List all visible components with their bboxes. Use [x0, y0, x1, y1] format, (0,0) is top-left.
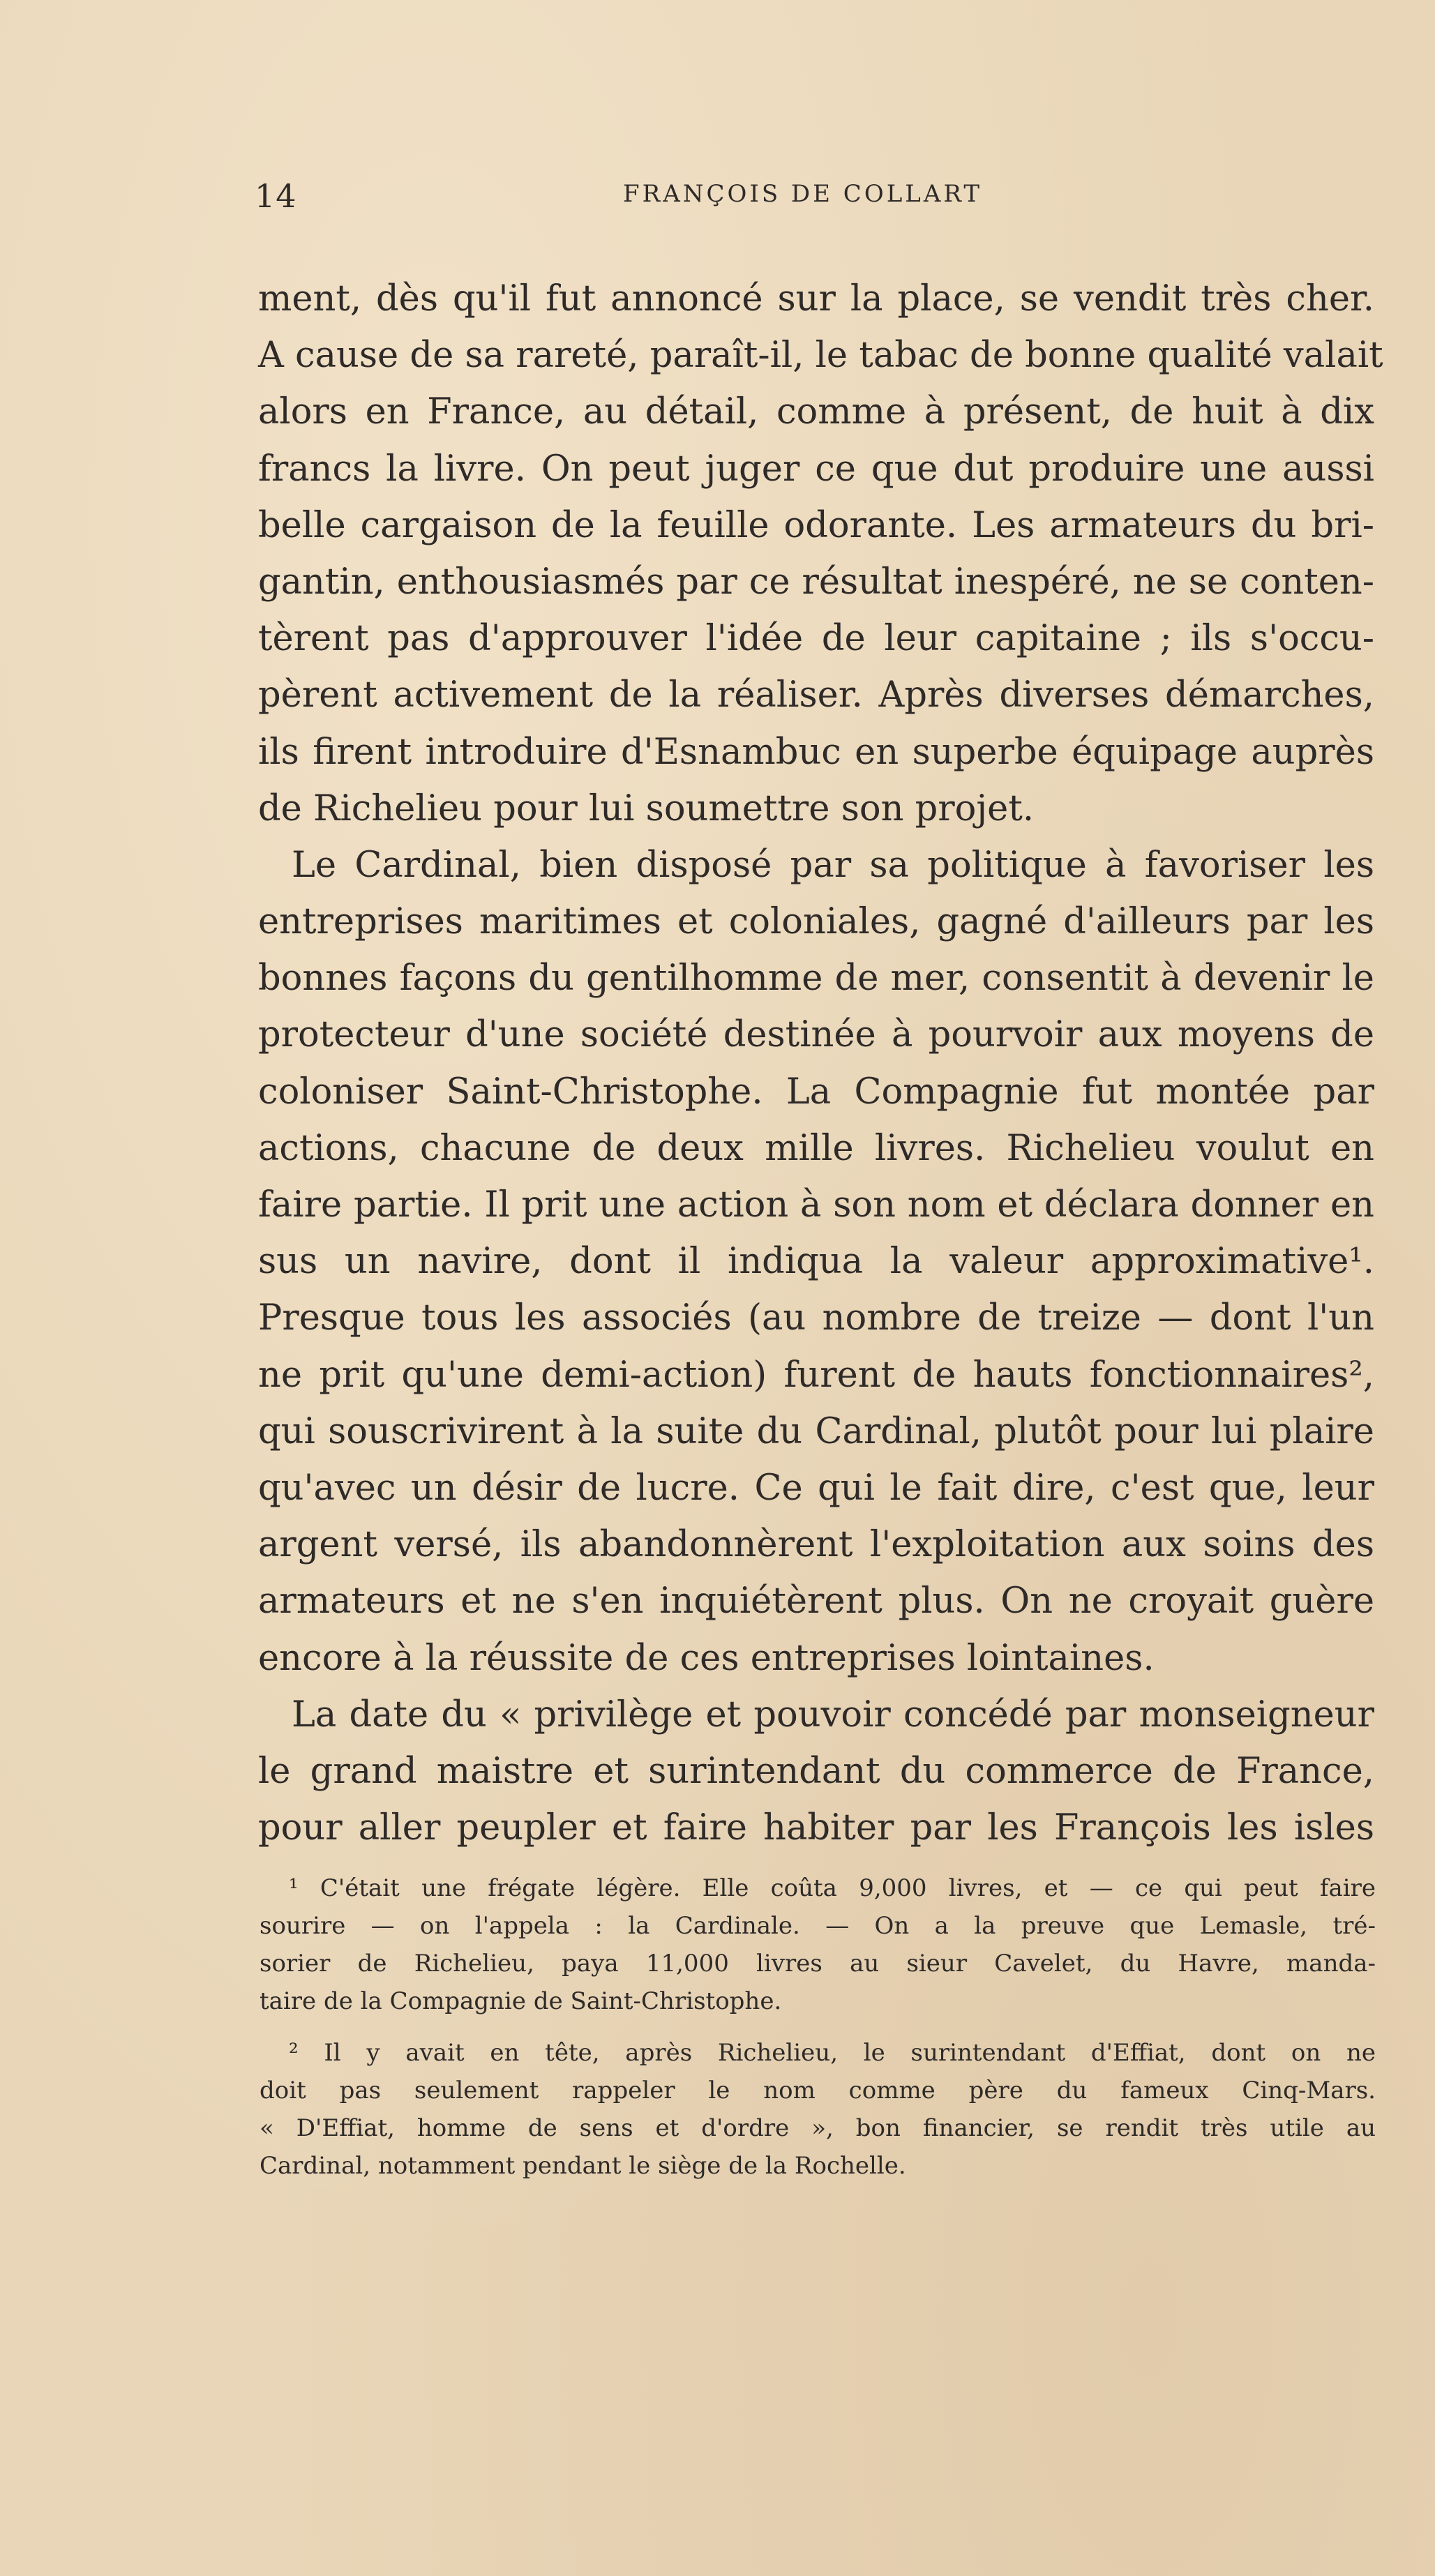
body-line: A cause de sa rareté, paraît-il, le tabac de bonne qualité valait [258, 335, 1383, 377]
footnote-line: ² Il y avait en tête, après Richelieu, le surintendant d'Effiat, dont on ne [289, 2039, 1376, 2067]
body-line: ment, dès qu'il fut annoncé sur la place, se vendit très cher. [258, 278, 1374, 319]
body-line: protecteur d'une société destinée à pourvoir aux moyens de [258, 1014, 1374, 1056]
body-line: ils firent introduire d'Esnambuc en superbe équipage auprès [258, 731, 1374, 773]
body-line: argent versé, ils abandonnèrent l'exploitation aux soins des [258, 1524, 1374, 1566]
body-line: francs la livre. On peut juger ce que dut produire une aussi [258, 448, 1374, 490]
footnote-gap [260, 2020, 1376, 2034]
body-line: pour aller peupler et faire habiter par les François les isles [258, 1807, 1374, 1849]
body-line: belle cargaison de la feuille odorante. Les armateurs du bri- [258, 504, 1374, 546]
footnote-line: doit pas seulement rappeler le nom comme père du fameux Cinq-Mars. [260, 2077, 1376, 2104]
body-text [258, 271, 1383, 1856]
page-header [255, 177, 1371, 226]
body-line: qui souscrivirent à la suite du Cardinal, plutôt pour lui plaire [258, 1410, 1374, 1452]
body-line: pèrent activement de la réaliser. Après diverses démarches, [258, 675, 1374, 716]
body-line: gantin, enthousiasmés par ce résultat inespéré, ne se conten- [258, 561, 1374, 603]
footnote-line: sorier de Richelieu, paya 11,000 livres au sieur Cavelet, du Havre, manda- [260, 1950, 1376, 1978]
body-line: coloniser Saint-Christophe. La Compagnie fut montée par [258, 1071, 1374, 1113]
body-line: La date du « privilège et pouvoir concédé par monseigneur [292, 1694, 1374, 1735]
body-line: de Richelieu pour lui soumettre son projet. [258, 788, 1035, 829]
body-line: faire partie. Il prit une action à son nom et déclara donner en [258, 1184, 1374, 1226]
body-line: ne prit qu'une demi-action) furent de hauts fonctionnaires², [258, 1354, 1374, 1396]
body-line: tèrent pas d'approuver l'idée de leur capitaine ; ils s'occu- [258, 618, 1374, 660]
body-line: le grand maistre et surintendant du commerce de France, [258, 1750, 1374, 1792]
body-line: entreprises maritimes et coloniales, gagné d'ailleurs par les [258, 901, 1374, 943]
body-line: armateurs et ne s'en inquiétèrent plus. On ne croyait guère [258, 1581, 1374, 1622]
body-line: actions, chacune de deux mille livres. Richelieu voulut en [258, 1127, 1374, 1169]
footnotes [260, 1869, 1376, 2185]
footnote-line: « D'Effiat, homme de sens et d'ordre », bon financier, se rendit très utile au [260, 2114, 1376, 2142]
body-line: bonnes façons du gentilhomme de mer, consentit à devenir le [258, 958, 1374, 1000]
body-line: sus un navire, dont il indiqua la valeur approximative¹. [258, 1241, 1374, 1283]
footnote-line: taire de la Compagnie de Saint-Christophe. [260, 1987, 782, 2015]
page-number: 14 [255, 177, 297, 215]
footnote-line: sourire — on l'appela : la Cardinale. — On a la preuve que Lemasle, tré- [260, 1912, 1376, 1940]
body-line: Le Cardinal, bien disposé par sa politique à favoriser les [292, 844, 1374, 886]
body-line: Presque tous les associés (au nombre de treize — dont l'un [258, 1297, 1374, 1339]
footnote-line: Cardinal, notamment pendant le siège de la Rochelle. [260, 2152, 906, 2180]
body-line: encore à la réussite de ces entreprises lointaines. [258, 1637, 1155, 1679]
running-title: FRANÇOIS DE COLLART [623, 180, 983, 208]
footnote-line: ¹ C'était une frégate légère. Elle coûta 9,000 livres, et — ce qui peut faire [289, 1874, 1376, 1902]
body-line: alors en France, au détail, comme à présent, de huit à dix [258, 391, 1374, 433]
body-line: qu'avec un désir de lucre. Ce qui le fait dire, c'est que, leur [258, 1467, 1374, 1509]
